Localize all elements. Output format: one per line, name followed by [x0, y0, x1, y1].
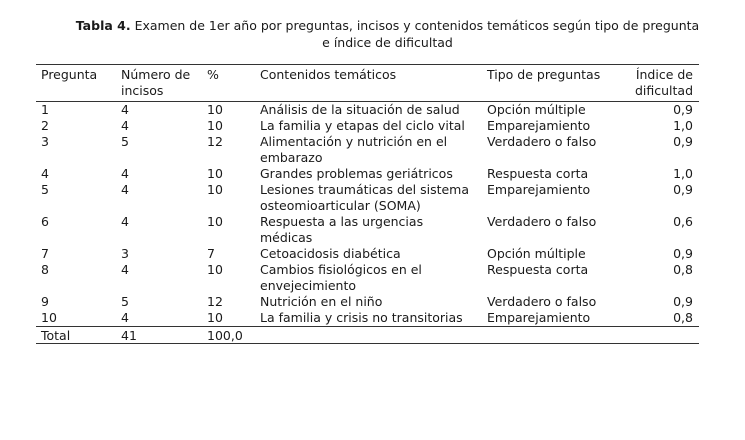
- cell-contenido: Alimentación y nutrición en el embarazo: [260, 134, 448, 165]
- header-contenidos: Contenidos temáticos: [260, 67, 397, 82]
- cell-pregunta: 6: [41, 214, 49, 229]
- table-row: [36, 134, 699, 166]
- cell-tipo: Emparejamiento: [487, 118, 591, 133]
- cell-tipo: Respuesta corta: [487, 166, 589, 181]
- table-row: [36, 102, 699, 119]
- cell-contenido: Cetoacidosis diabética: [260, 246, 401, 261]
- cell-incisos: 5: [121, 134, 129, 149]
- table-body: [36, 102, 699, 327]
- cell-incisos: 4: [121, 102, 129, 117]
- cell-tipo: Respuesta corta: [487, 262, 589, 277]
- cell-tipo: Verdadero o falso: [487, 134, 597, 149]
- cell-pregunta: 4: [41, 166, 49, 181]
- cell-pregunta: 8: [41, 262, 49, 277]
- total-empty-3: [621, 327, 699, 344]
- cell-pct: 12: [207, 294, 223, 309]
- cell-incisos: 4: [121, 262, 129, 277]
- cell-incisos: 5: [121, 294, 129, 309]
- cell-contenido: Respuesta a las urgencias médicas: [260, 214, 424, 245]
- cell-tipo: Opción múltiple: [487, 246, 586, 261]
- cell-indice: 0,9: [673, 246, 693, 261]
- cell-pct: 12: [207, 134, 223, 149]
- cell-pregunta: 7: [41, 246, 49, 261]
- cell-contenido: Grandes problemas geriátricos: [260, 166, 453, 181]
- table-row: [36, 166, 699, 182]
- cell-pregunta: 10: [41, 310, 57, 325]
- cell-indice: 1,0: [673, 166, 693, 181]
- cell-contenido: La familia y etapas del ciclo vital: [260, 118, 465, 133]
- caption-label: Tabla 4.: [75, 18, 131, 33]
- total-row: [36, 327, 699, 344]
- cell-contenido: Cambios fisiológicos en el envejecimiento: [260, 262, 422, 293]
- total-incisos: 41: [121, 328, 137, 343]
- cell-pregunta: 5: [41, 182, 49, 197]
- table-row: [36, 246, 699, 262]
- table-row: [36, 310, 699, 327]
- table-row: [36, 182, 699, 214]
- cell-indice: 0,9: [673, 294, 693, 309]
- cell-pregunta: 3: [41, 134, 49, 149]
- cell-pct: 10: [207, 166, 223, 181]
- caption-text: Examen de 1er año por preguntas, incisos y contenidos temáticos según tipo de pregunta e índice de dificultad: [134, 18, 700, 50]
- cell-pct: 10: [207, 214, 223, 229]
- cell-indice: 0,6: [673, 214, 693, 229]
- cell-indice: 0,9: [673, 134, 693, 149]
- cell-indice: 0,9: [673, 182, 693, 197]
- cell-pct: 10: [207, 310, 223, 325]
- cell-pct: 7: [207, 246, 215, 261]
- cell-indice: 0,9: [673, 102, 693, 117]
- table-caption: [75, 17, 700, 51]
- cell-incisos: 4: [121, 214, 129, 229]
- cell-pregunta: 9: [41, 294, 49, 309]
- cell-tipo: Emparejamiento: [487, 310, 591, 325]
- cell-incisos: 4: [121, 166, 129, 181]
- cell-indice: 0,8: [673, 262, 693, 277]
- table-row: [36, 262, 699, 294]
- total-empty-1: [255, 327, 482, 344]
- cell-incisos: 3: [121, 246, 129, 261]
- cell-pct: 10: [207, 182, 223, 197]
- header-row: [36, 65, 699, 102]
- cell-contenido: Análisis de la situación de salud: [260, 102, 460, 117]
- cell-pct: 10: [207, 118, 223, 133]
- cell-incisos: 4: [121, 182, 129, 197]
- header-pct: %: [207, 67, 219, 82]
- cell-indice: 0,8: [673, 310, 693, 325]
- header-tipo: Tipo de preguntas: [487, 67, 601, 82]
- exam-table: [36, 64, 699, 344]
- cell-contenido: Nutrición en el niño: [260, 294, 383, 309]
- cell-pct: 10: [207, 262, 223, 277]
- total-label: Total: [41, 328, 71, 343]
- cell-incisos: 4: [121, 118, 129, 133]
- cell-indice: 1,0: [673, 118, 693, 133]
- cell-tipo: Opción múltiple: [487, 102, 586, 117]
- header-incisos: Número de incisos: [121, 67, 191, 98]
- cell-contenido: Lesiones traumáticas del sistema osteomioarticular (SOMA): [260, 182, 470, 213]
- header-indice: Índice de dificultad: [634, 67, 693, 98]
- table-row: [36, 118, 699, 134]
- header-pregunta: Pregunta: [41, 67, 98, 82]
- total-pct: 100,0: [207, 328, 243, 343]
- cell-pregunta: 2: [41, 118, 49, 133]
- cell-tipo: Emparejamiento: [487, 182, 591, 197]
- table-row: [36, 294, 699, 310]
- cell-tipo: Verdadero o falso: [487, 294, 597, 309]
- table-row: [36, 214, 699, 246]
- cell-tipo: Verdadero o falso: [487, 214, 597, 229]
- total-empty-2: [482, 327, 621, 344]
- cell-pregunta: 1: [41, 102, 49, 117]
- cell-incisos: 4: [121, 310, 129, 325]
- cell-contenido: La familia y crisis no transitorias: [260, 310, 463, 325]
- cell-pct: 10: [207, 102, 223, 117]
